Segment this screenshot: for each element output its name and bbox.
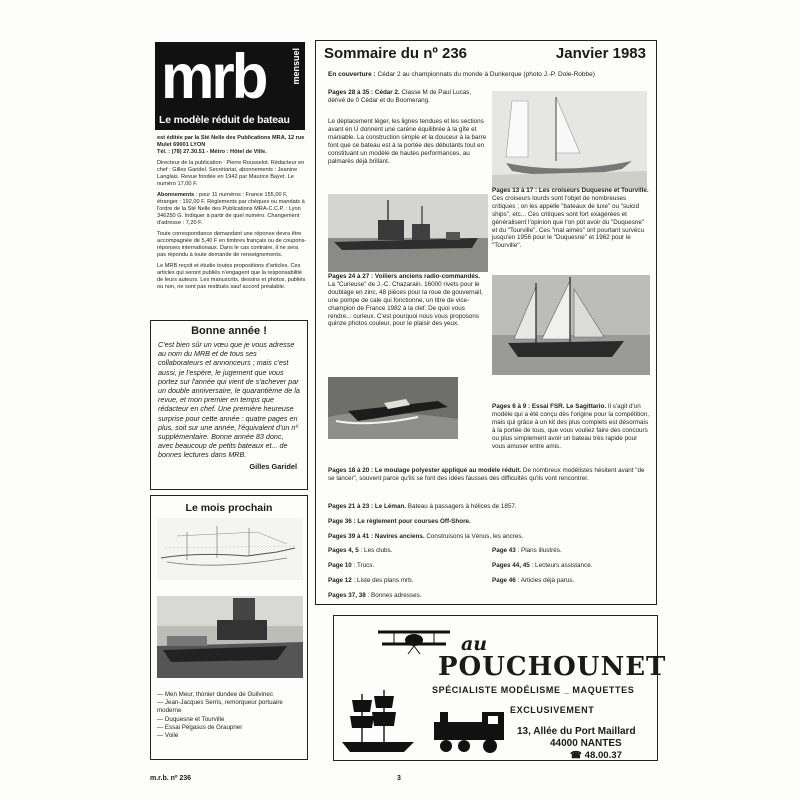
ad-shop-name: POUCHOUNET bbox=[438, 652, 667, 682]
navires-row bbox=[328, 533, 523, 540]
rubrique-text: : Liste des plans mrb. bbox=[351, 577, 414, 584]
rubrique-row bbox=[328, 562, 374, 569]
moulage-head: Pages 18 à 20 : Le moulage polyester appliqué au modèle réduit. bbox=[328, 467, 522, 474]
ad-telephone bbox=[570, 750, 622, 761]
publisher-info bbox=[157, 135, 307, 295]
list-item: — Essai Pégasus de Graupner bbox=[157, 723, 243, 731]
abonnements-label: Abonnements bbox=[157, 192, 195, 198]
logo-subtitle: Le modèle réduit de bateau bbox=[159, 114, 290, 126]
rubrique-head: Pages 44, 45 bbox=[492, 562, 530, 569]
sommaire-box bbox=[315, 40, 657, 605]
rubrique-text: : Lecteurs assistance. bbox=[529, 562, 593, 569]
rubrique-head: Page 46 bbox=[492, 577, 516, 584]
publisher-directors: Directeur de la publication : Pierre Rousselot. Rédacteur en chef : Gilles Garidel. Secrétariat, abonnements : Jeanine Langlais. Revue fondée en 1942 par Maurice Bayet. Le numéro 17,00 F. bbox=[157, 160, 305, 187]
offshore-head: Page 36 : Le règlement pour courses Off-Shore. bbox=[328, 518, 471, 525]
rubrique-text: : Les clubs. bbox=[358, 547, 393, 554]
cruiser-photo bbox=[328, 194, 488, 272]
cedar-head: Pages 28 à 35 : Cédar 2. bbox=[328, 89, 400, 96]
cedar-block bbox=[328, 89, 488, 105]
sailing-ship-icon bbox=[338, 688, 418, 758]
rubrique-row bbox=[492, 547, 562, 554]
rubrique-head: Pages 37, 38 bbox=[328, 592, 366, 599]
ad-specialty: SPÉCIALISTE MODÉLISME _ MAQUETTES bbox=[432, 685, 635, 695]
tugboat-photo bbox=[157, 596, 303, 678]
cedar-block-2: Le déplacement léger, les lignes tendues et les sections avant en U donnent une carène équilibrée à la gîte et maniable. La construction simple et la douceur à la barre font que ce bateau est à la portée des débutants tout en constituant un modèle de hautes performances, au palmarès déjà brillant. bbox=[328, 118, 487, 165]
rubrique-text: : Bonnes adresses. bbox=[365, 592, 422, 599]
bonne-annee-text: C'est bien sûr un vœu que je vous adresse au nom du MRB et de tous ses collaborateurs et annonceurs ; mais c'est aussi, je l'espère, le jugement que vous portez sur l'année qui vient de s'achever par un double anniversaire, le quarantième de la revue, et mon premier en temps que rédacteur en chef. Une première heureuse surprise pour cette année : quatre pages en plus, soit sur une année, l'équivalent d'un nº supplémentaire. Bonne année 83 donc, avec beaucoup de petits bateaux et... de bonnes lectures dans MRB. bbox=[158, 340, 300, 460]
ship-drawing-image bbox=[157, 518, 303, 580]
ad-address-line1: 13, Allée du Port Maillard bbox=[517, 726, 636, 737]
correspondance-text: Toute correspondance demandant une réponse devra être accompagnée de 5,40 F en timbres français ou de coupons-réponses internationaux. Dans le cas contraire, il ne sera pas répondu à toute demande de renseignements. bbox=[157, 231, 307, 258]
sommaire-date: Janvier 1983 bbox=[555, 45, 646, 62]
sommaire-title: Sommaire du nº 236 bbox=[324, 45, 468, 62]
bonne-annee-box bbox=[150, 320, 308, 490]
locomotive-icon bbox=[426, 706, 516, 756]
abonnements-text: : pour 11 numéros : France 155,00 F, étranger : 192,00 F. Règlements par chèques ou mandats à l'ordre de la Sté Nelle des Publications MRA-C.C.P. : Lyon 346250 G. Indiquer à partir de quel numéro. Changement d'adresse : 7,20 F. bbox=[157, 192, 305, 226]
rubrique-head: Pages 4, 5 bbox=[328, 547, 359, 554]
offshore-row bbox=[328, 518, 471, 525]
mois-prochain-list bbox=[157, 691, 307, 740]
fsr-block bbox=[492, 403, 650, 450]
ad-tel-number: 48.00.37 bbox=[584, 750, 622, 761]
ad-exclusive: EXCLUSIVEMENT bbox=[510, 705, 595, 715]
rubrique-text: : Trucs. bbox=[351, 562, 375, 569]
publisher-line1: est éditée par la Sté Nelle des Publications MRA, 12 rue Mulet 69001 LYON bbox=[157, 135, 305, 148]
footer-issue: m.r.b. nº 236 bbox=[150, 775, 192, 782]
cedar-sailboat-photo bbox=[492, 91, 647, 189]
rubrique-row bbox=[492, 562, 592, 569]
pouchounet-ad bbox=[333, 615, 667, 761]
rubrique-head: Page 10 bbox=[328, 562, 352, 569]
mois-prochain-title: Le mois prochain bbox=[185, 502, 273, 514]
moulage-text: De nombreux modélistes hésitent avant "de se lancer", souvent parce qu'ils se font des idées fausses des difficultés qu'ils vont rencontrer. bbox=[328, 467, 645, 482]
schooner-photo bbox=[492, 275, 650, 375]
list-item: — Men Meur, thonier dundee de Guilvinec bbox=[157, 691, 273, 698]
croiseurs-text: Ces croiseurs lourds sont l'objet de nombreuses critiques ; on les appelle "bateaux de luxe" ou "suicid ships", etc... Ces critiques sont fort exagérées et généralisent l'opinion que l'on pût avoir du "Duquesne" et du "Tourville". Ces "mal aimés" ont pourtant survécu jusqu'en 1956 pour le "Duquesne" et 1962 pour le "Tourville". bbox=[492, 194, 645, 250]
ad-address-line2: 44000 NANTES bbox=[550, 738, 622, 749]
cover-text: Cédar 2 au championnats du monde à Dunkerque (photo J.-P. Dole-Robbe) bbox=[375, 71, 595, 78]
logo-mensuel: mensuel bbox=[291, 48, 301, 85]
leman-head: Pages 21 à 23 : Le Léman. bbox=[328, 503, 407, 510]
leman-text: Bateau à passagers à hélices de 1857. bbox=[406, 503, 517, 510]
masthead-logo bbox=[155, 42, 305, 130]
ad-au: au bbox=[461, 633, 488, 655]
bonne-annee-title: Bonne année ! bbox=[191, 325, 267, 337]
leman-row bbox=[328, 503, 517, 510]
logo-mrb: mrb bbox=[161, 41, 266, 112]
rubrique-head: Page 12 bbox=[328, 577, 352, 584]
bonne-annee-signature: Gilles Garidel bbox=[249, 461, 297, 471]
croiseurs-block bbox=[492, 187, 650, 250]
voiliers-text: La "Curieuse" de J.-C. Chazarain. 16000 rivets pour le doublage en zinc, 48 pièces pour la roue de gouvernail, une pompe de cale qui fonctionne, un titre de vice-champion de France 1982 à la clef. De quoi vous rendre... curieux. C'est pourquoi nous vous proposons quinze photos couleur, pour le plaisir des yeux. bbox=[328, 280, 483, 328]
rubrique-row bbox=[328, 577, 413, 584]
mois-prochain-box bbox=[150, 495, 308, 760]
navires-head: Pages 39 à 41 : Navires anciens. bbox=[328, 533, 425, 540]
rubrique-text: : Articles déjà parus. bbox=[515, 577, 575, 584]
voiliers-head: Pages 24 à 27 : Voiliers anciens radio-commandés. bbox=[328, 273, 481, 280]
rubrique-head: Page 43 bbox=[492, 547, 516, 554]
rubrique-row bbox=[328, 547, 392, 554]
mrb-note-text: Le MRB reçoit et étudie toutes propositions d'articles. Ces articles qui seront publiés n'engagent que la responsabilité de leurs auteurs. Les manuscrits, dessins et photos, publiés ou non, ne sont pas restitués sauf accord préalable. bbox=[157, 263, 306, 290]
fsr-text: Il s'agit d'un modèle qui a été conçu dès l'origine pour la compétition, mais qui grâce à un kit des plus complets est désormais à la portée de tous, que vous vouliez faire des concours ou plus simplement avoir un bateau très rapide pour vous amuser entre amis. bbox=[492, 403, 649, 450]
cover-label: En couverture : bbox=[328, 71, 376, 78]
cedar-text: Classe M de Paul Lucas, dérivé de 0 Cédar et du Boomerang. bbox=[328, 89, 472, 104]
croiseurs-head: Pages 13 à 17 : Les croiseurs Duquesne et Tourville. bbox=[492, 187, 649, 194]
voiliers-block bbox=[328, 273, 488, 328]
list-item: — Jean-Jacques Serris, remorqueur portuaire moderne bbox=[157, 699, 283, 715]
fsr-head: Pages 6 à 9 : Essai FSR. Le Sagittario. bbox=[492, 403, 607, 410]
rubrique-row bbox=[328, 592, 421, 599]
rubrique-text: : Plans illustrés. bbox=[515, 547, 562, 554]
navires-text: Construisons la Vénus, les ancres. bbox=[424, 533, 524, 540]
list-item: — Voile bbox=[157, 732, 179, 740]
footer-page-number: 3 bbox=[397, 775, 401, 782]
moulage-block bbox=[328, 467, 650, 483]
publisher-line2: Tél. : (78) 27.30.51 - Métro : Hôtel de Ville. bbox=[157, 149, 267, 155]
list-item: — Duquesne et Tourville bbox=[157, 715, 225, 723]
cover-line bbox=[328, 71, 595, 78]
speedboat-photo bbox=[328, 377, 458, 439]
rubrique-row bbox=[492, 577, 574, 584]
phone-icon: ☎ bbox=[570, 750, 585, 761]
